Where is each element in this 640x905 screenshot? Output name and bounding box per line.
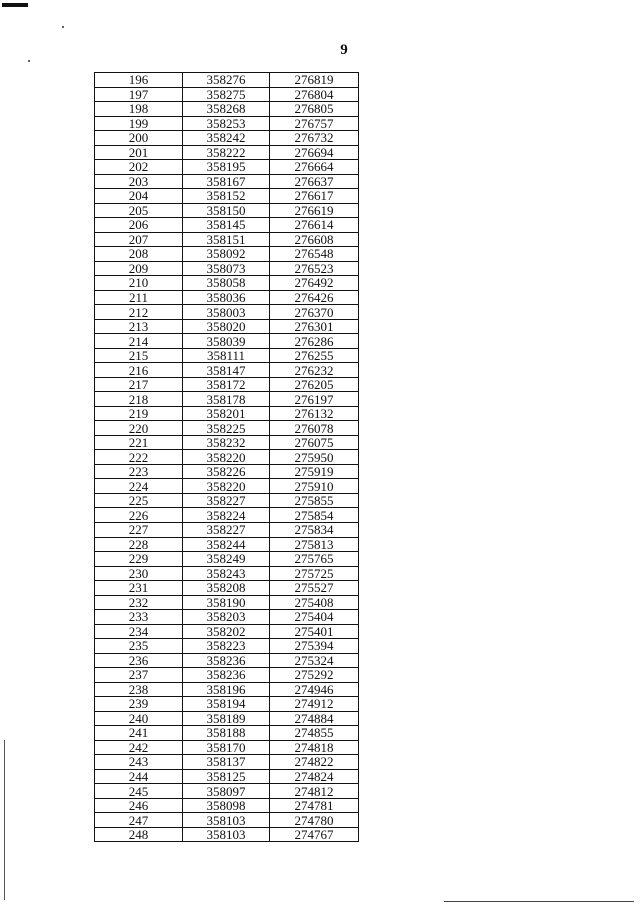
point-number-cell: 221 <box>95 435 183 450</box>
y-coordinate-cell: 276492 <box>270 276 359 291</box>
y-coordinate-cell: 276617 <box>270 189 359 204</box>
table-row <box>95 581 359 596</box>
x-coordinate-cell: 358125 <box>183 769 270 784</box>
y-coordinate-cell: 275527 <box>270 581 359 596</box>
point-number-cell: 233 <box>95 610 183 625</box>
x-coordinate-cell: 358196 <box>183 682 270 697</box>
table-row <box>95 160 359 175</box>
point-number-cell: 217 <box>95 377 183 392</box>
x-coordinate-cell: 358039 <box>183 334 270 349</box>
point-number-cell: 199 <box>95 116 183 131</box>
point-number-cell: 248 <box>95 827 183 842</box>
scan-artifact-mark <box>2 3 28 7</box>
table-row <box>95 406 359 421</box>
y-coordinate-cell: 276286 <box>270 334 359 349</box>
table-row <box>95 653 359 668</box>
table-row <box>95 203 359 218</box>
y-coordinate-cell: 274822 <box>270 755 359 770</box>
x-coordinate-cell: 358223 <box>183 639 270 654</box>
point-number-cell: 232 <box>95 595 183 610</box>
x-coordinate-cell: 358242 <box>183 131 270 146</box>
table-row <box>95 247 359 262</box>
table-row <box>95 73 359 88</box>
point-number-cell: 196 <box>95 73 183 88</box>
point-number-cell: 210 <box>95 276 183 291</box>
table-row <box>95 145 359 160</box>
x-coordinate-cell: 358147 <box>183 363 270 378</box>
x-coordinate-cell: 358170 <box>183 740 270 755</box>
point-number-cell: 247 <box>95 813 183 828</box>
point-number-cell: 245 <box>95 784 183 799</box>
table-row <box>95 726 359 741</box>
point-number-cell: 222 <box>95 450 183 465</box>
table-row <box>95 595 359 610</box>
coordinates-table-body <box>95 73 359 842</box>
x-coordinate-cell: 358208 <box>183 581 270 596</box>
y-coordinate-cell: 274884 <box>270 711 359 726</box>
point-number-cell: 234 <box>95 624 183 639</box>
point-number-cell: 224 <box>95 479 183 494</box>
y-coordinate-cell: 276132 <box>270 406 359 421</box>
point-number-cell: 214 <box>95 334 183 349</box>
point-number-cell: 236 <box>95 653 183 668</box>
table-row <box>95 334 359 349</box>
point-number-cell: 228 <box>95 537 183 552</box>
point-number-cell: 239 <box>95 697 183 712</box>
y-coordinate-cell: 276078 <box>270 421 359 436</box>
y-coordinate-cell: 275813 <box>270 537 359 552</box>
point-number-cell: 235 <box>95 639 183 654</box>
x-coordinate-cell: 358145 <box>183 218 270 233</box>
table-row <box>95 348 359 363</box>
table-row <box>95 189 359 204</box>
x-coordinate-cell: 358225 <box>183 421 270 436</box>
table-row <box>95 232 359 247</box>
point-number-cell: 197 <box>95 87 183 102</box>
x-coordinate-cell: 358268 <box>183 102 270 117</box>
y-coordinate-cell: 276075 <box>270 435 359 450</box>
y-coordinate-cell: 274912 <box>270 697 359 712</box>
table-row <box>95 755 359 770</box>
table-row <box>95 174 359 189</box>
x-coordinate-cell: 358111 <box>183 348 270 363</box>
y-coordinate-cell: 276664 <box>270 160 359 175</box>
table-row <box>95 827 359 842</box>
point-number-cell: 218 <box>95 392 183 407</box>
x-coordinate-cell: 358152 <box>183 189 270 204</box>
x-coordinate-cell: 358220 <box>183 450 270 465</box>
table-row <box>95 421 359 436</box>
x-coordinate-cell: 358167 <box>183 174 270 189</box>
y-coordinate-cell: 275408 <box>270 595 359 610</box>
x-coordinate-cell: 358227 <box>183 522 270 537</box>
table-row <box>95 479 359 494</box>
x-coordinate-cell: 358150 <box>183 203 270 218</box>
x-coordinate-cell: 358178 <box>183 392 270 407</box>
point-number-cell: 211 <box>95 290 183 305</box>
y-coordinate-cell: 276205 <box>270 377 359 392</box>
x-coordinate-cell: 358073 <box>183 261 270 276</box>
point-number-cell: 223 <box>95 464 183 479</box>
table-row <box>95 813 359 828</box>
point-number-cell: 215 <box>95 348 183 363</box>
point-number-cell: 231 <box>95 581 183 596</box>
y-coordinate-cell: 275834 <box>270 522 359 537</box>
y-coordinate-cell: 275765 <box>270 552 359 567</box>
point-number-cell: 216 <box>95 363 183 378</box>
y-coordinate-cell: 276255 <box>270 348 359 363</box>
table-row <box>95 508 359 523</box>
y-coordinate-cell: 274780 <box>270 813 359 828</box>
y-coordinate-cell: 276232 <box>270 363 359 378</box>
point-number-cell: 205 <box>95 203 183 218</box>
y-coordinate-cell: 274781 <box>270 798 359 813</box>
x-coordinate-cell: 358275 <box>183 87 270 102</box>
point-number-cell: 243 <box>95 755 183 770</box>
point-number-cell: 242 <box>95 740 183 755</box>
y-coordinate-cell: 276804 <box>270 87 359 102</box>
point-number-cell: 240 <box>95 711 183 726</box>
table-row <box>95 87 359 102</box>
y-coordinate-cell: 276370 <box>270 305 359 320</box>
x-coordinate-cell: 358236 <box>183 653 270 668</box>
table-row <box>95 740 359 755</box>
x-coordinate-cell: 358188 <box>183 726 270 741</box>
point-number-cell: 229 <box>95 552 183 567</box>
x-coordinate-cell: 358227 <box>183 493 270 508</box>
y-coordinate-cell: 275324 <box>270 653 359 668</box>
y-coordinate-cell: 276608 <box>270 232 359 247</box>
x-coordinate-cell: 358253 <box>183 116 270 131</box>
y-coordinate-cell: 275404 <box>270 610 359 625</box>
y-coordinate-cell: 275725 <box>270 566 359 581</box>
x-coordinate-cell: 358195 <box>183 160 270 175</box>
x-coordinate-cell: 358003 <box>183 305 270 320</box>
point-number-cell: 244 <box>95 769 183 784</box>
point-number-cell: 237 <box>95 668 183 683</box>
y-coordinate-cell: 274946 <box>270 682 359 697</box>
y-coordinate-cell: 276523 <box>270 261 359 276</box>
x-coordinate-cell: 358232 <box>183 435 270 450</box>
point-number-cell: 204 <box>95 189 183 204</box>
x-coordinate-cell: 358098 <box>183 798 270 813</box>
x-coordinate-cell: 358172 <box>183 377 270 392</box>
table-row <box>95 682 359 697</box>
y-coordinate-cell: 276732 <box>270 131 359 146</box>
y-coordinate-cell: 276694 <box>270 145 359 160</box>
point-number-cell: 201 <box>95 145 183 160</box>
page-number: 9 <box>340 42 348 58</box>
x-coordinate-cell: 358103 <box>183 827 270 842</box>
coordinates-table <box>94 72 359 842</box>
y-coordinate-cell: 276619 <box>270 203 359 218</box>
table-row <box>95 218 359 233</box>
y-coordinate-cell: 274767 <box>270 827 359 842</box>
table-row <box>95 131 359 146</box>
table-row <box>95 639 359 654</box>
table-row <box>95 261 359 276</box>
x-coordinate-cell: 358190 <box>183 595 270 610</box>
table-row <box>95 276 359 291</box>
x-coordinate-cell: 358226 <box>183 464 270 479</box>
point-number-cell: 200 <box>95 131 183 146</box>
y-coordinate-cell: 276637 <box>270 174 359 189</box>
point-number-cell: 203 <box>95 174 183 189</box>
x-coordinate-cell: 358097 <box>183 784 270 799</box>
point-number-cell: 230 <box>95 566 183 581</box>
y-coordinate-cell: 274824 <box>270 769 359 784</box>
table-row <box>95 537 359 552</box>
x-coordinate-cell: 358189 <box>183 711 270 726</box>
y-coordinate-cell: 274855 <box>270 726 359 741</box>
x-coordinate-cell: 358202 <box>183 624 270 639</box>
y-coordinate-cell: 276757 <box>270 116 359 131</box>
x-coordinate-cell: 358036 <box>183 290 270 305</box>
table-row <box>95 711 359 726</box>
x-coordinate-cell: 358020 <box>183 319 270 334</box>
y-coordinate-cell: 276301 <box>270 319 359 334</box>
table-row <box>95 363 359 378</box>
table-row <box>95 493 359 508</box>
table-row <box>95 377 359 392</box>
table-row <box>95 522 359 537</box>
table-row <box>95 435 359 450</box>
table-row <box>95 784 359 799</box>
x-coordinate-cell: 358244 <box>183 537 270 552</box>
scan-artifact-dot <box>62 26 64 28</box>
x-coordinate-cell: 358151 <box>183 232 270 247</box>
table-row <box>95 116 359 131</box>
x-coordinate-cell: 358276 <box>183 73 270 88</box>
table-row <box>95 624 359 639</box>
x-coordinate-cell: 358201 <box>183 406 270 421</box>
x-coordinate-cell: 358224 <box>183 508 270 523</box>
point-number-cell: 219 <box>95 406 183 421</box>
table-row <box>95 305 359 320</box>
point-number-cell: 238 <box>95 682 183 697</box>
point-number-cell: 212 <box>95 305 183 320</box>
table-row <box>95 769 359 784</box>
y-coordinate-cell: 275919 <box>270 464 359 479</box>
y-coordinate-cell: 276548 <box>270 247 359 262</box>
point-number-cell: 207 <box>95 232 183 247</box>
y-coordinate-cell: 275910 <box>270 479 359 494</box>
scan-artifact-line <box>4 740 5 900</box>
point-number-cell: 213 <box>95 319 183 334</box>
x-coordinate-cell: 358137 <box>183 755 270 770</box>
scan-artifact-line <box>444 901 634 902</box>
y-coordinate-cell: 275950 <box>270 450 359 465</box>
y-coordinate-cell: 276614 <box>270 218 359 233</box>
x-coordinate-cell: 358222 <box>183 145 270 160</box>
y-coordinate-cell: 275855 <box>270 493 359 508</box>
y-coordinate-cell: 275401 <box>270 624 359 639</box>
x-coordinate-cell: 358203 <box>183 610 270 625</box>
y-coordinate-cell: 276819 <box>270 73 359 88</box>
x-coordinate-cell: 358194 <box>183 697 270 712</box>
y-coordinate-cell: 275394 <box>270 639 359 654</box>
point-number-cell: 206 <box>95 218 183 233</box>
y-coordinate-cell: 275854 <box>270 508 359 523</box>
x-coordinate-cell: 358092 <box>183 247 270 262</box>
table-row <box>95 450 359 465</box>
table-row <box>95 552 359 567</box>
x-coordinate-cell: 358103 <box>183 813 270 828</box>
x-coordinate-cell: 358236 <box>183 668 270 683</box>
y-coordinate-cell: 274812 <box>270 784 359 799</box>
y-coordinate-cell: 276426 <box>270 290 359 305</box>
point-number-cell: 209 <box>95 261 183 276</box>
y-coordinate-cell: 275292 <box>270 668 359 683</box>
point-number-cell: 241 <box>95 726 183 741</box>
point-number-cell: 208 <box>95 247 183 262</box>
x-coordinate-cell: 358243 <box>183 566 270 581</box>
point-number-cell: 227 <box>95 522 183 537</box>
point-number-cell: 225 <box>95 493 183 508</box>
point-number-cell: 246 <box>95 798 183 813</box>
table-row <box>95 319 359 334</box>
table-row <box>95 102 359 117</box>
scan-artifact-dot <box>28 60 30 62</box>
y-coordinate-cell: 274818 <box>270 740 359 755</box>
x-coordinate-cell: 358058 <box>183 276 270 291</box>
table-row <box>95 290 359 305</box>
table-row <box>95 798 359 813</box>
y-coordinate-cell: 276197 <box>270 392 359 407</box>
table-row <box>95 464 359 479</box>
point-number-cell: 220 <box>95 421 183 436</box>
y-coordinate-cell: 276805 <box>270 102 359 117</box>
table-row <box>95 697 359 712</box>
x-coordinate-cell: 358249 <box>183 552 270 567</box>
table-row <box>95 668 359 683</box>
point-number-cell: 226 <box>95 508 183 523</box>
table-row <box>95 610 359 625</box>
x-coordinate-cell: 358220 <box>183 479 270 494</box>
point-number-cell: 202 <box>95 160 183 175</box>
point-number-cell: 198 <box>95 102 183 117</box>
table-row <box>95 392 359 407</box>
table-row <box>95 566 359 581</box>
